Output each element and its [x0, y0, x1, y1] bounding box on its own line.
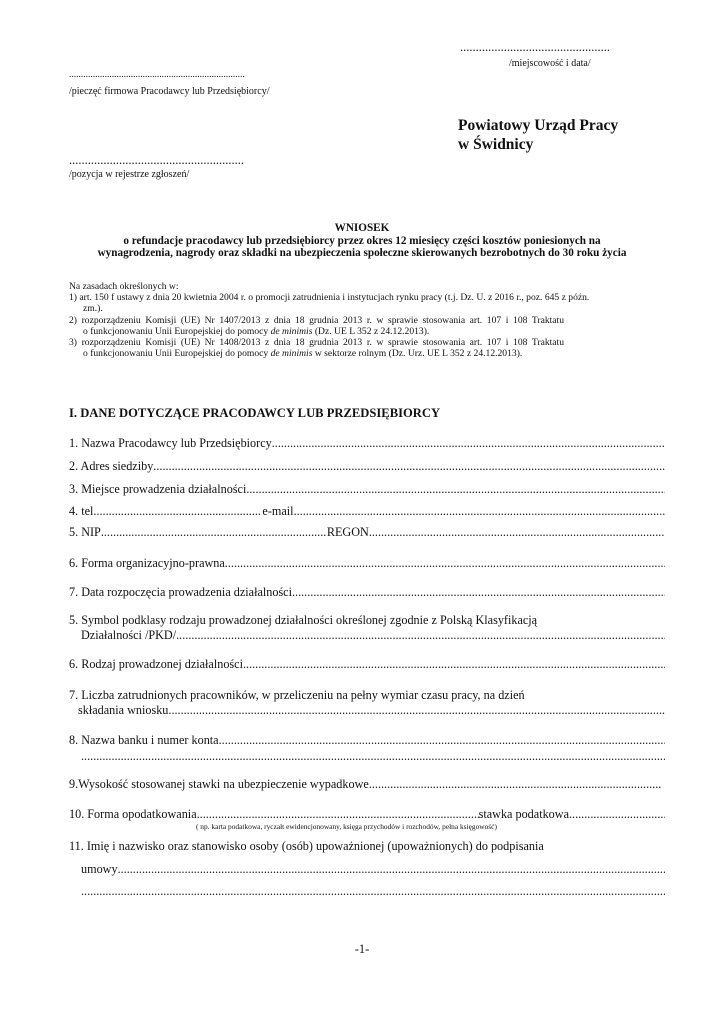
field-address-label: 2. Adres siedziby — [69, 459, 154, 473]
stamp-label: /pieczęć firmowa Pracodawcy lub Przedsiębiorcy/ — [69, 86, 270, 97]
field-accident-rate-dots[interactable] — [369, 777, 661, 792]
field-pkd-label-1: 5. Symbol podklasy rodzaju prowadzonej działalności określonej zgodnie z Polską Klasyfikacją — [69, 613, 538, 627]
section-1-title: I. DANE DOTYCZĄCE PRACODAWCY LUB PRZEDSIĘBIORCY — [69, 406, 441, 420]
place-date-label: /miejscowość i data/ — [509, 58, 591, 69]
legal-item-2-cont — [69, 326, 667, 337]
legal-item-1: 1) art. 150 f ustawy z dnia 20 kwietnia 2004 r. o promocji zatrudnienia i instytucjach rynku pracy (t.j. Dz. U. z 2016 r., poz. 645 z późn. — [69, 292, 590, 304]
field-email-label: e-mail — [262, 504, 294, 518]
field-activity-type-dots[interactable] — [243, 657, 665, 672]
field-employer-name-dots[interactable] — [272, 436, 665, 451]
field-accident-rate[interactable] — [69, 777, 661, 792]
field-bank-account-label: 8. Nazwa banku i numer konta — [69, 733, 219, 747]
title-wniosek: WNIOSEK — [334, 222, 390, 234]
legal-item-2: 2) rozporządzeniu Komisji (UE) Nr 1407/2013 z dnia 18 grudnia 2013 r. w sprawie stosowania art. 107 i 108 Traktatu — [69, 314, 565, 326]
field-accident-rate-label: 9.Wysokość stosowanej stawki na ubezpieczenie wypadkowe — [69, 777, 369, 791]
page-number: -1- — [354, 942, 370, 956]
field-taxation-label: 10. Forma opodatkowania — [69, 807, 197, 821]
field-authorized-cont[interactable] — [81, 884, 665, 899]
field-business-location[interactable] — [69, 482, 665, 497]
title-line-3: wynagrodzenia, nagrody oraz składki na ubezpieczenia społeczne skierowanych bezrobotnych do 30 roku życia — [97, 247, 627, 259]
field-pkd[interactable] — [81, 628, 665, 643]
field-regon-dots[interactable] — [369, 525, 665, 540]
stamp-dots[interactable]: .......................................................................... — [69, 70, 245, 80]
field-start-date[interactable] — [69, 585, 665, 600]
field-tax-rate-label: stawka podatkowa — [478, 807, 569, 821]
field-legal-form-dots[interactable] — [225, 556, 665, 571]
field-nip-dots[interactable] — [101, 525, 327, 540]
field-bank-account-dots[interactable] — [219, 733, 665, 748]
field-employees-dots[interactable] — [168, 703, 665, 718]
field-phone-dots[interactable] — [96, 504, 262, 519]
field-regon-label: REGON — [326, 525, 369, 539]
field-address-dots[interactable] — [153, 459, 665, 474]
field-employees-label-1: 7. Liczba zatrudnionych pracowników, w przeliczeniu na pełny wymiar czasu pracy, na dzień — [69, 688, 525, 702]
field-legal-form-label: 6. Forma organizacyjno-prawna — [69, 556, 225, 570]
office-name — [458, 116, 618, 154]
field-authorized-label-1: 11. Imię i nazwisko oraz stanowisko osoby (osób) upoważnionej (upoważnionych) do podpisania — [69, 839, 544, 853]
place-date-dots[interactable]: ................................................ — [460, 40, 610, 54]
field-start-date-label: 7. Data rozpoczęcia prowadzenia działalności — [69, 585, 292, 599]
legal-item-3-cont — [69, 348, 667, 359]
field-start-date-dots[interactable] — [292, 585, 665, 600]
field-authorized[interactable] — [81, 862, 665, 877]
legal-item-3-text: o funkcjonowaniu Unii Europejskiej do pomocy — [83, 348, 271, 360]
registry-dots[interactable]: ........................................................ — [69, 153, 244, 167]
field-bank-account-cont[interactable] — [81, 749, 665, 764]
legal-intro: Na zasadach określonych w: — [69, 281, 179, 292]
field-bank-account-dots-2[interactable] — [81, 749, 665, 764]
field-activity-type-label: 6. Rodzaj prowadzonej działalności — [69, 657, 243, 671]
field-employees-label-2: składania wniosku — [78, 703, 169, 717]
field-legal-form[interactable] — [69, 556, 665, 571]
field-employees-line-1 — [69, 688, 665, 703]
field-phone-label: 4. tel. — [69, 504, 97, 518]
field-taxation[interactable] — [69, 807, 665, 822]
field-pkd-dots[interactable] — [176, 628, 665, 643]
field-authorized-line-1 — [69, 839, 665, 854]
field-employees[interactable] — [78, 703, 665, 718]
field-tax-rate-dots[interactable] — [569, 807, 665, 822]
field-taxation-dots[interactable] — [197, 807, 479, 822]
field-pkd-line-1 — [69, 613, 665, 628]
legal-item-2-italic: de minimis — [270, 325, 313, 337]
field-authorized-dots[interactable] — [118, 862, 665, 877]
field-address[interactable] — [69, 459, 665, 474]
field-email-dots[interactable] — [294, 504, 665, 519]
field-authorized-label-2: umowy — [81, 862, 118, 876]
legal-item-2-ref: (Dz. UE L 352 z 24.12.2013). — [312, 325, 430, 337]
field-nip-label: 5. NIP — [69, 525, 101, 539]
legal-item-1-cont: zm.). — [83, 303, 103, 315]
taxation-hint: ( np. karta podatkowa, ryczałt ewidencjonowany, księga przychodów i rozchodów, pełna księgowość) — [196, 822, 497, 831]
field-business-location-dots[interactable] — [246, 482, 665, 497]
legal-item-3-italic: de minimis — [270, 348, 313, 360]
legal-item-3: 3) rozporządzeniu Komisji (UE) Nr 1408/2013 z dnia 18 grudnia 2013 r. w sprawie stosowania art. 107 i 108 Traktatu — [69, 337, 565, 349]
field-bank-account[interactable] — [69, 733, 665, 748]
field-employer-name-label: 1. Nazwa Pracodawcy lub Przedsiębiorcy — [69, 436, 272, 450]
field-activity-type[interactable] — [69, 657, 665, 672]
field-pkd-label-2: Działalności /PKD/ — [81, 628, 177, 642]
office-line-1: Powiatowy Urząd Pracy — [458, 117, 619, 134]
field-phone-email[interactable] — [69, 504, 665, 519]
registry-label: /pozycja w rejestrze zgłoszeń/ — [69, 169, 190, 180]
document-title — [40, 222, 684, 260]
field-authorized-dots-2[interactable] — [81, 884, 665, 899]
field-employer-name[interactable] — [69, 436, 665, 451]
title-line-2: o refundacje pracodawcy lub przedsiębiorcy przez okres 12 miesięcy części kosztów poniesionych na — [123, 234, 601, 247]
legal-item-3-ref: w sektorze rolnym (Dz. Urz. UE L 352 z 24.12.2013). — [312, 348, 523, 360]
field-business-location-label: 3. Miejsce prowadzenia działalności — [69, 482, 247, 496]
office-line-2: w Świdnicy — [458, 136, 534, 153]
legal-basis — [69, 281, 667, 359]
field-nip-regon[interactable] — [69, 525, 665, 540]
legal-item-2-text: o funkcjonowaniu Unii Europejskiej do pomocy — [83, 325, 271, 337]
